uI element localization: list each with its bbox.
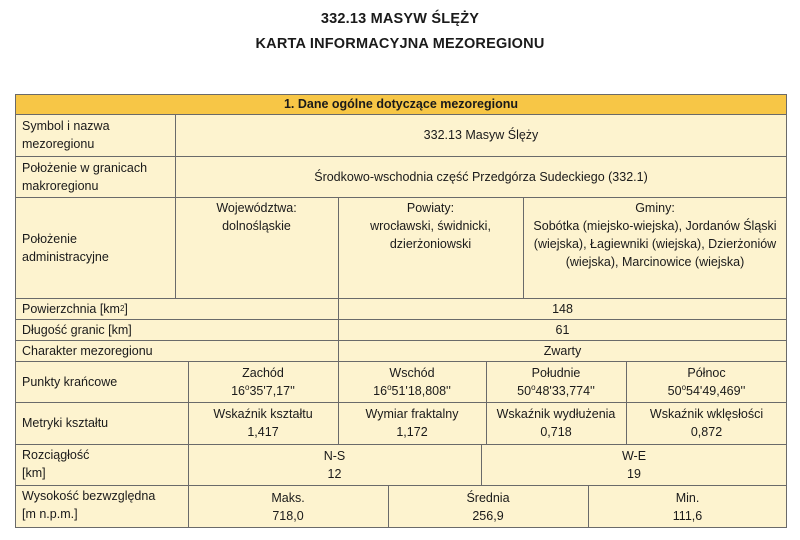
symbol-label-text: Symbol i nazwa mezoregionu <box>22 119 110 151</box>
degree-symbol: o <box>681 382 687 392</box>
powierzchnia-value-text: 148 <box>552 301 573 316</box>
grid-line <box>338 298 339 361</box>
rozciaglosc-ns-name: N-S <box>323 448 346 463</box>
charakter-value-text: Zwarty <box>543 343 582 358</box>
admin-label <box>15 197 175 298</box>
dlugosc-label <box>15 319 338 340</box>
wysokosc-label-line2: [m n.p.m.] <box>22 507 78 521</box>
grid-line <box>338 197 339 298</box>
section-heading-text: 1. Dane ogólne dotyczące mezoregionu <box>283 97 519 111</box>
grid-line <box>188 361 189 528</box>
rozciaglosc-label-line1: Rozciągłość <box>22 448 90 462</box>
powierzchnia-label-text: Powierzchnia [km <box>22 301 120 316</box>
rozciaglosc-label-line2: [km] <box>22 466 46 480</box>
grid-line <box>15 361 787 362</box>
info-table <box>15 94 787 528</box>
punkt-polnoc-coord <box>668 382 746 400</box>
punkt-poludnie <box>486 361 626 402</box>
punkt-polnoc-rest: 54'49,469'' <box>686 383 746 398</box>
grid-line <box>486 361 487 444</box>
metryki-label <box>15 402 188 444</box>
makro-label-text: Położenie w granicach makroregionu <box>22 160 148 193</box>
grid-line <box>15 444 787 445</box>
metryka-wydluzenia-name: Wskaźnik wydłużenia <box>496 407 616 421</box>
wojewodztwa-value: dolnośląskie <box>222 219 291 233</box>
admin-label-text: Położenie administracyjne <box>22 231 109 264</box>
wysokosc-maks <box>188 485 388 528</box>
grid-line <box>175 114 176 298</box>
gminy-label: Gminy: <box>635 201 675 215</box>
punkt-polnoc <box>626 361 787 402</box>
grid-line <box>15 197 787 198</box>
punkty-label <box>15 361 188 402</box>
punkt-wschod-deg: 16 <box>373 383 388 398</box>
rozciaglosc-we <box>481 444 787 485</box>
wysokosc-srednia-name: Średnia <box>466 490 510 505</box>
grid-line <box>15 319 787 320</box>
punkt-zachod-coord <box>231 382 295 400</box>
powiaty-value: wrocławski, świdnicki, dzierżoniowski <box>370 219 491 251</box>
punkt-zachod-rest: 35'7,17'' <box>249 383 295 398</box>
grid-line <box>15 485 787 486</box>
grid-line <box>15 114 787 115</box>
page-subtitle: KARTA INFORMACYJNA MEZOREGIONU <box>255 36 545 52</box>
powiaty-label: Powiaty: <box>406 201 455 215</box>
makro-value-text: Środkowo-wschodnia część Przedgórza Sudeckiego (332.1) <box>314 169 648 184</box>
powiaty-cell <box>338 197 523 298</box>
page-title: 332.13 MASYW ŚLĘŻY <box>320 11 480 27</box>
punkt-poludnie-coord <box>517 382 595 400</box>
gminy-cell <box>523 197 787 298</box>
metryka-fraktalny-value: 1,172 <box>396 425 428 439</box>
wojewodztwa-label: Województwa: <box>216 201 297 215</box>
gminy-value: Sobótka (miejsko-wiejska), Jordanów Śląski (wiejska), Łagiewniki (wiejska), Dzierżoniów (wiejska), Marcinowice (wiejska) <box>533 219 777 269</box>
punkty-label-text: Punkty krańcowe <box>22 374 118 389</box>
metryka-fraktalny <box>338 402 486 444</box>
punkt-wschod-name: Wschód <box>389 365 435 380</box>
rozciaglosc-ns <box>188 444 481 485</box>
wysokosc-label-line1: Wysokość bezwzględna <box>22 489 156 503</box>
makro-label <box>15 156 175 197</box>
rozciaglosc-ns-value: 12 <box>327 466 342 481</box>
wysokosc-min-name: Min. <box>675 490 700 505</box>
grid-line <box>588 485 589 528</box>
metryka-wydluzenia <box>486 402 626 444</box>
rozciaglosc-label <box>15 444 188 485</box>
metryka-fraktalny-name: Wymiar fraktalny <box>365 407 459 421</box>
rozciaglosc-we-name: W-E <box>621 448 647 463</box>
metryka-wkleslosci-name: Wskaźnik wklęsłości <box>649 407 764 421</box>
punkt-poludnie-deg: 50 <box>517 383 532 398</box>
symbol-label <box>15 114 175 156</box>
degree-symbol: o <box>245 382 250 392</box>
charakter-value <box>338 340 787 361</box>
punkt-poludnie-rest: 48'33,774'' <box>535 383 595 398</box>
symbol-value-text: 332.13 Masyw Ślęży <box>423 128 539 142</box>
section-heading <box>15 94 787 114</box>
wojewodztwa-cell <box>175 197 338 298</box>
wysokosc-min <box>588 485 787 528</box>
grid-line <box>15 94 787 95</box>
makro-value <box>175 156 787 197</box>
metryka-wkleslosci-value: 0,872 <box>690 425 723 439</box>
charakter-label-text: Charakter mezoregionu <box>22 343 153 358</box>
grid-line <box>626 361 627 444</box>
dlugosc-value <box>338 319 787 340</box>
metryka-wkleslosci <box>626 402 787 444</box>
dlugosc-label-text: Długość granic [km] <box>22 322 132 337</box>
punkt-wschod-rest: 51'18,808'' <box>391 383 451 398</box>
punkt-zachod <box>188 361 338 402</box>
punkt-poludnie-name: Południe <box>531 365 581 380</box>
grid-line <box>15 94 16 528</box>
punkt-polnoc-name: Północ <box>687 365 726 380</box>
wysokosc-maks-name: Maks. <box>271 490 305 505</box>
grid-line <box>786 94 787 528</box>
grid-line <box>338 361 339 444</box>
powierzchnia-label: Powierzchnia [km 2 ] <box>22 301 128 316</box>
wysokosc-srednia <box>388 485 588 528</box>
grid-line <box>15 156 787 157</box>
metryka-ksztaltu <box>188 402 338 444</box>
grid-line <box>15 298 787 299</box>
grid-line <box>15 402 787 403</box>
powierzchnia-label-end: ] <box>124 301 128 316</box>
punkt-wschod <box>338 361 486 402</box>
charakter-label <box>15 340 338 361</box>
grid-line <box>15 340 787 341</box>
punkt-wschod-coord <box>373 382 451 400</box>
metryka-wydluzenia-value: 0,718 <box>540 425 572 439</box>
grid-line <box>388 485 389 528</box>
wysokosc-min-value: 111,6 <box>672 508 703 523</box>
dlugosc-value-text: 61 <box>555 322 570 337</box>
punkt-zachod-name: Zachód <box>242 365 284 380</box>
symbol-value <box>175 114 787 156</box>
degree-symbol: o <box>531 382 536 392</box>
wysokosc-maks-value: 718,0 <box>272 508 304 523</box>
metryka-ksztaltu-name: Wskaźnik kształtu <box>213 407 313 421</box>
metryka-ksztaltu-value: 1,417 <box>247 425 279 439</box>
metryki-label-text: Metryki kształtu <box>22 416 109 430</box>
powierzchnia-value <box>338 298 787 319</box>
punkt-polnoc-deg: 50 <box>667 383 682 398</box>
grid-line <box>15 527 787 528</box>
grid-line <box>523 197 524 298</box>
punkt-zachod-deg: 16 <box>231 383 246 398</box>
rozciaglosc-we-value: 19 <box>627 466 641 481</box>
degree-symbol: o <box>387 382 392 392</box>
wysokosc-srednia-value: 256,9 <box>472 508 504 523</box>
grid-line <box>481 444 482 485</box>
wysokosc-label <box>15 485 188 528</box>
